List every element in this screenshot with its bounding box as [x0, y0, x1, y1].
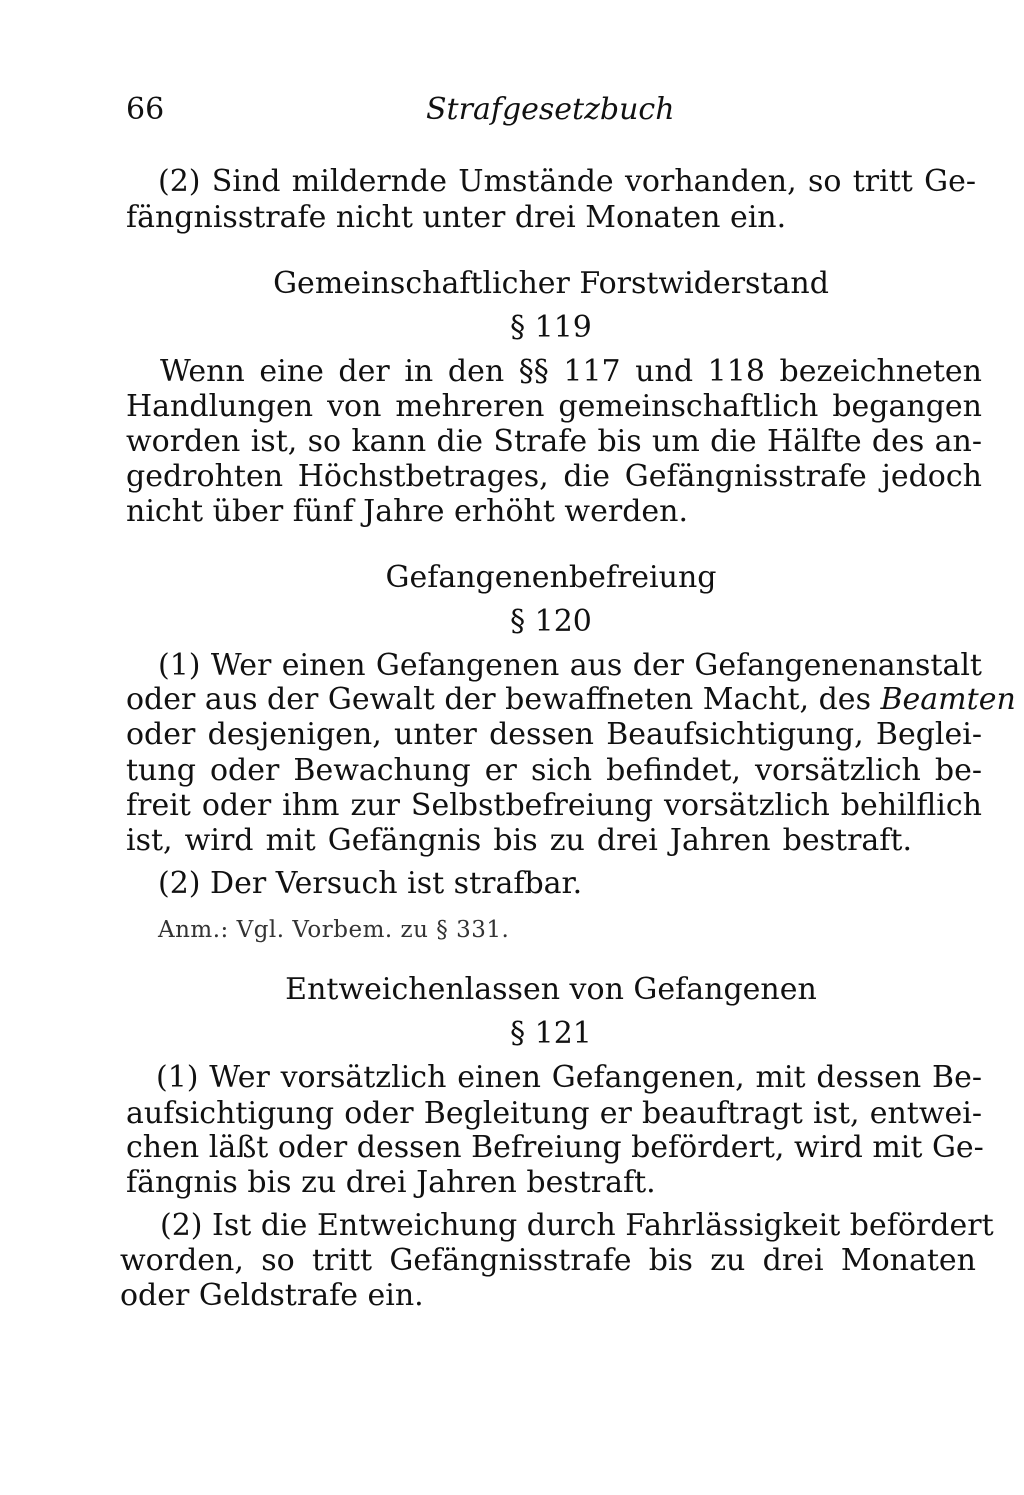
- paragraph-line: freit oder ihm zur Selbstbefreiung vorsätzlich behilflich: [126, 788, 982, 823]
- annotation-note: Anm.: Vgl. Vorbem. zu § 331.: [158, 917, 510, 943]
- section-number: § 120: [510, 604, 592, 639]
- paragraph-line: (2) Der Versuch ist strafbar.: [158, 866, 583, 901]
- paragraph-line: chen läßt oder dessen Befreiung befördert, wird mit Ge-: [126, 1130, 984, 1165]
- paragraph-line: worden, so tritt Gefängnisstrafe bis zu drei Monaten: [120, 1243, 976, 1278]
- section-number: § 119: [510, 310, 592, 345]
- section-heading: Gefangenenbefreiung: [385, 560, 717, 595]
- running-title: Strafgesetzbuch: [426, 92, 675, 127]
- paragraph-line: worden ist, so kann die Strafe bis um die Hälfte des an-: [126, 424, 982, 459]
- paragraph-line: tung oder Bewachung er sich befindet, vorsätzlich be-: [126, 753, 982, 788]
- italic-term: Beamten: [880, 682, 1016, 717]
- paragraph-line: fängnis bis zu drei Jahren bestraft.: [126, 1165, 656, 1200]
- paragraph-line: oder Geldstrafe ein.: [120, 1278, 424, 1313]
- paragraph-line: (1) Wer einen Gefangenen aus der Gefangenenanstalt: [158, 648, 982, 683]
- page-header: [126, 92, 686, 140]
- paragraph-line: [126, 682, 1016, 718]
- section-heading: Entweichenlassen von Gefangenen: [285, 972, 817, 1007]
- section-number: § 121: [510, 1016, 592, 1051]
- paragraph-line: Wenn eine der in den §§ 117 und 118 bezeichneten: [160, 354, 982, 389]
- paragraph-line: fängnisstrafe nicht unter drei Monaten ein.: [126, 200, 787, 235]
- paragraph-line: gedrohten Höchstbetrages, die Gefängnisstrafe jedoch: [126, 459, 982, 494]
- paragraph-line: (1) Wer vorsätzlich einen Gefangenen, mit dessen Be-: [156, 1060, 982, 1095]
- paragraph-line: (2) Ist die Entweichung durch Fahrlässigkeit befördert: [160, 1208, 994, 1243]
- paragraph-line: Handlungen von mehreren gemeinschaftlich begangen: [126, 389, 982, 424]
- line-text: oder aus der Gewalt der bewaffneten Macht, des: [126, 682, 881, 717]
- paragraph-line: (2) Sind mildernde Umstände vorhanden, so tritt Ge-: [158, 164, 976, 199]
- paragraph-line: nicht über fünf Jahre erhöht werden.: [126, 494, 689, 529]
- paragraph-line: ist, wird mit Gefängnis bis zu drei Jahren bestraft.: [126, 823, 912, 858]
- paragraph-line: oder desjenigen, unter dessen Beaufsichtigung, Beglei-: [126, 717, 982, 752]
- section-heading: Gemeinschaftlicher Forstwiderstand: [273, 266, 829, 301]
- paragraph-line: aufsichtigung oder Begleitung er beauftragt ist, entwei-: [126, 1096, 982, 1131]
- page-number: 66: [126, 92, 165, 127]
